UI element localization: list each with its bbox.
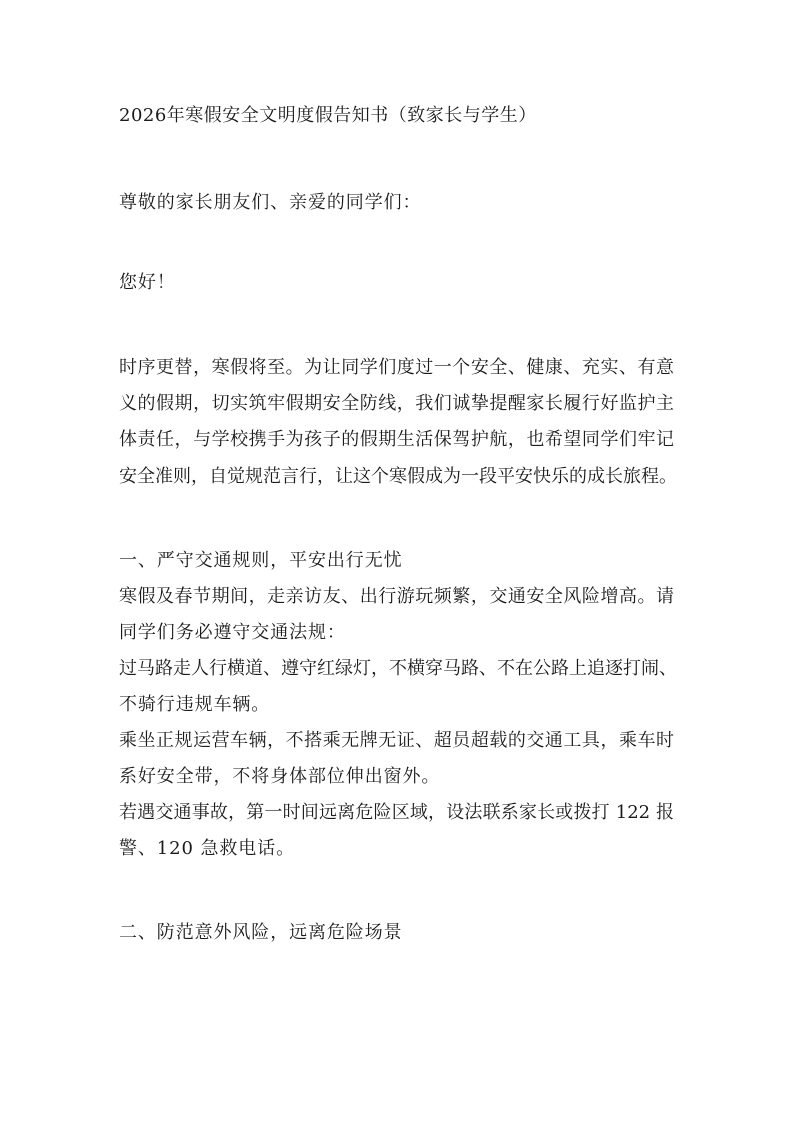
section-heading: 二、防范意外风险，远离危险场景 [119,922,403,943]
list-item-continuation: 系好安全带，不将身体部位伸出窗外。 [119,766,441,787]
section-heading: 一、严守交通规则，平安出行无忧 [119,550,403,571]
paragraph-line: 安全准则，自觉规范言行，让这个寒假成为一段平安快乐的成长旅程。 [119,466,677,487]
document-title: 2026年寒假安全文明度假告知书（致家长与学生） [119,105,537,126]
list-item: 若遇交通事故，第一时间远离危险区域，设法联系家长或拨打 122 报 [119,802,674,823]
paragraph-line: 时序更替，寒假将至。为让同学们度过一个安全、健康、充实、有意 [119,357,674,378]
salutation: 尊敬的家长朋友们、亲爱的同学们： [119,192,422,213]
list-item: 过马路走人行横道、遵守红绿灯，不横穿马路、不在公路上追逐打闹、 [119,658,677,679]
paragraph-line: 同学们务必遵守交通法规： [119,622,346,643]
list-item: 乘坐正规运营车辆，不搭乘无牌无证、超员超载的交通工具，乘车时 [119,730,674,751]
paragraph-line: 寒假及春节期间，走亲访友、出行游玩频繁，交通安全风险增高。请 [119,586,674,607]
list-item-continuation: 不骑行违规车辆。 [119,694,271,715]
paragraph-line: 义的假期，切实筑牢假期安全防线，我们诚挚提醒家长履行好监护主 [119,393,674,414]
greeting: 您好！ [119,272,176,293]
list-item-continuation: 警、120 急救电话。 [119,838,295,859]
paragraph-line: 体责任，与学校携手为孩子的假期生活保驾护航，也希望同学们牢记 [119,429,674,450]
